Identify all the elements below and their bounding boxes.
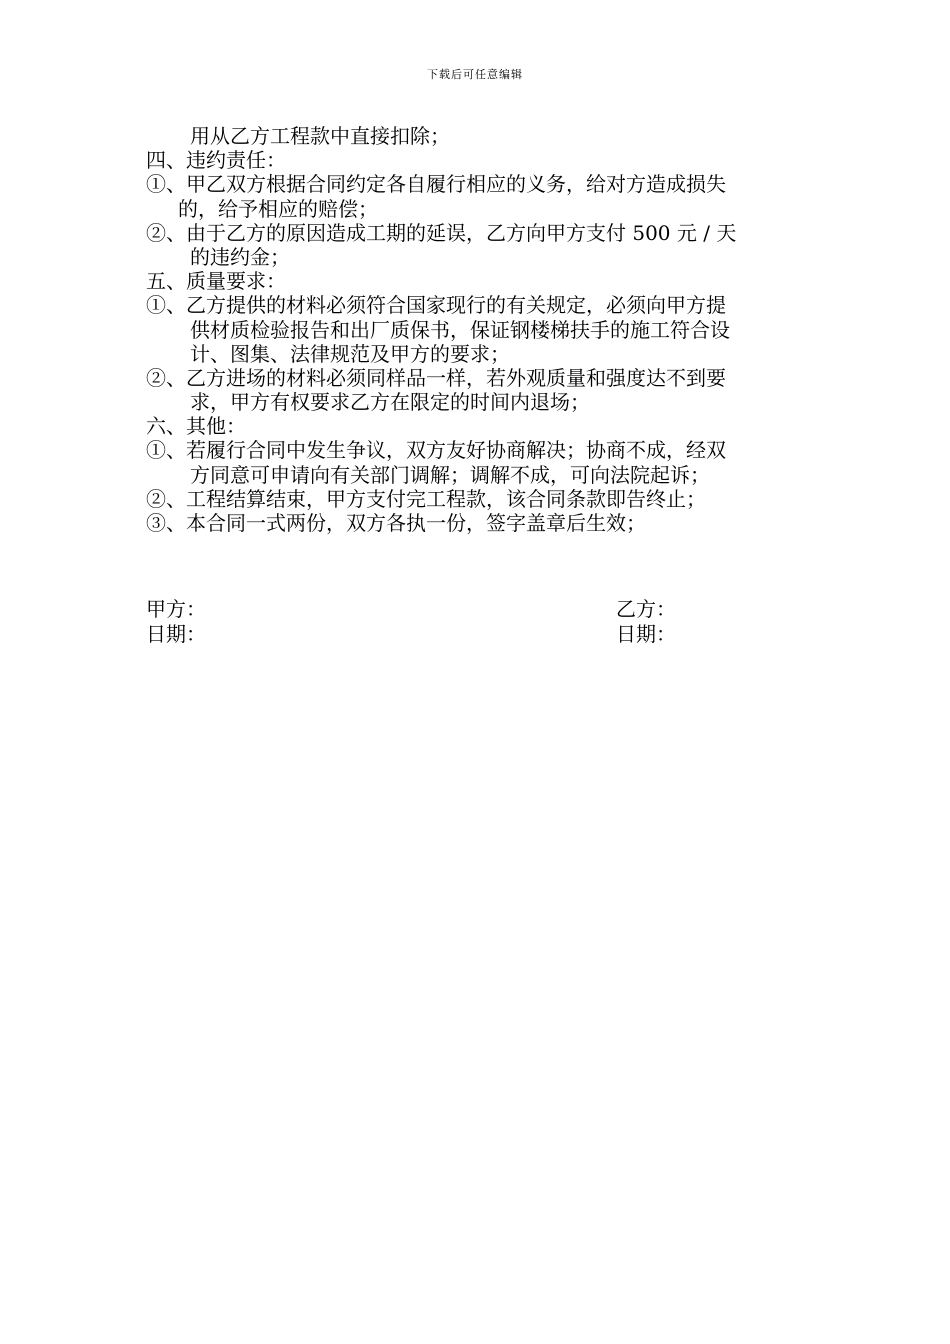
section-heading: 四、违约责任： xyxy=(146,148,286,173)
clause-continuation: 计、图集、法律规范及甲方的要求； xyxy=(190,341,510,366)
clause-item: ②、由于乙方的原因造成工期的延误，乙方向甲方支付 500 元 / 天 xyxy=(146,220,737,245)
clause-continuation: 求，甲方有权要求乙方在限定的时间内退场； xyxy=(190,390,590,415)
contract-body xyxy=(146,124,808,535)
section-heading: 六、其他： xyxy=(146,414,246,439)
clause-continuation: 供材质检验报告和出厂质保书，保证钢楼梯扶手的施工符合设 xyxy=(190,317,730,342)
party-b-label: 乙方： xyxy=(616,597,676,621)
clause-item: ②、工程结算结束，甲方支付完工程款，该合同条款即告终止； xyxy=(146,486,706,511)
party-a-label: 甲方： xyxy=(146,597,206,621)
text-line: 用从乙方工程款中直接扣除； xyxy=(190,124,450,148)
clause-continuation: 的，给予相应的赔偿； xyxy=(178,196,378,221)
clause-item: ②、乙方进场的材料必须同样品一样，若外观质量和强度达不到要 xyxy=(146,365,726,390)
clause-item: ①、若履行合同中发生争议，双方友好协商解决；协商不成，经双 xyxy=(146,438,726,463)
clause-continuation: 的违约金； xyxy=(190,244,290,269)
clause-item: ①、乙方提供的材料必须符合国家现行的有关规定，必须向甲方提 xyxy=(146,293,726,318)
party-b-date-label: 日期： xyxy=(616,622,676,646)
section-heading: 五、质量要求： xyxy=(146,269,286,294)
party-a-date-label: 日期： xyxy=(146,622,206,646)
page-header: 下载后可任意编辑 xyxy=(427,68,523,81)
clause-item: ①、甲乙双方根据合同约定各自履行相应的义务，给对方造成损失 xyxy=(146,172,726,197)
clause-continuation: 方同意可申请向有关部门调解；调解不成，可向法院起诉； xyxy=(190,462,710,487)
clause-item: ③、本合同一式两份，双方各执一份，签字盖章后生效； xyxy=(146,511,646,535)
